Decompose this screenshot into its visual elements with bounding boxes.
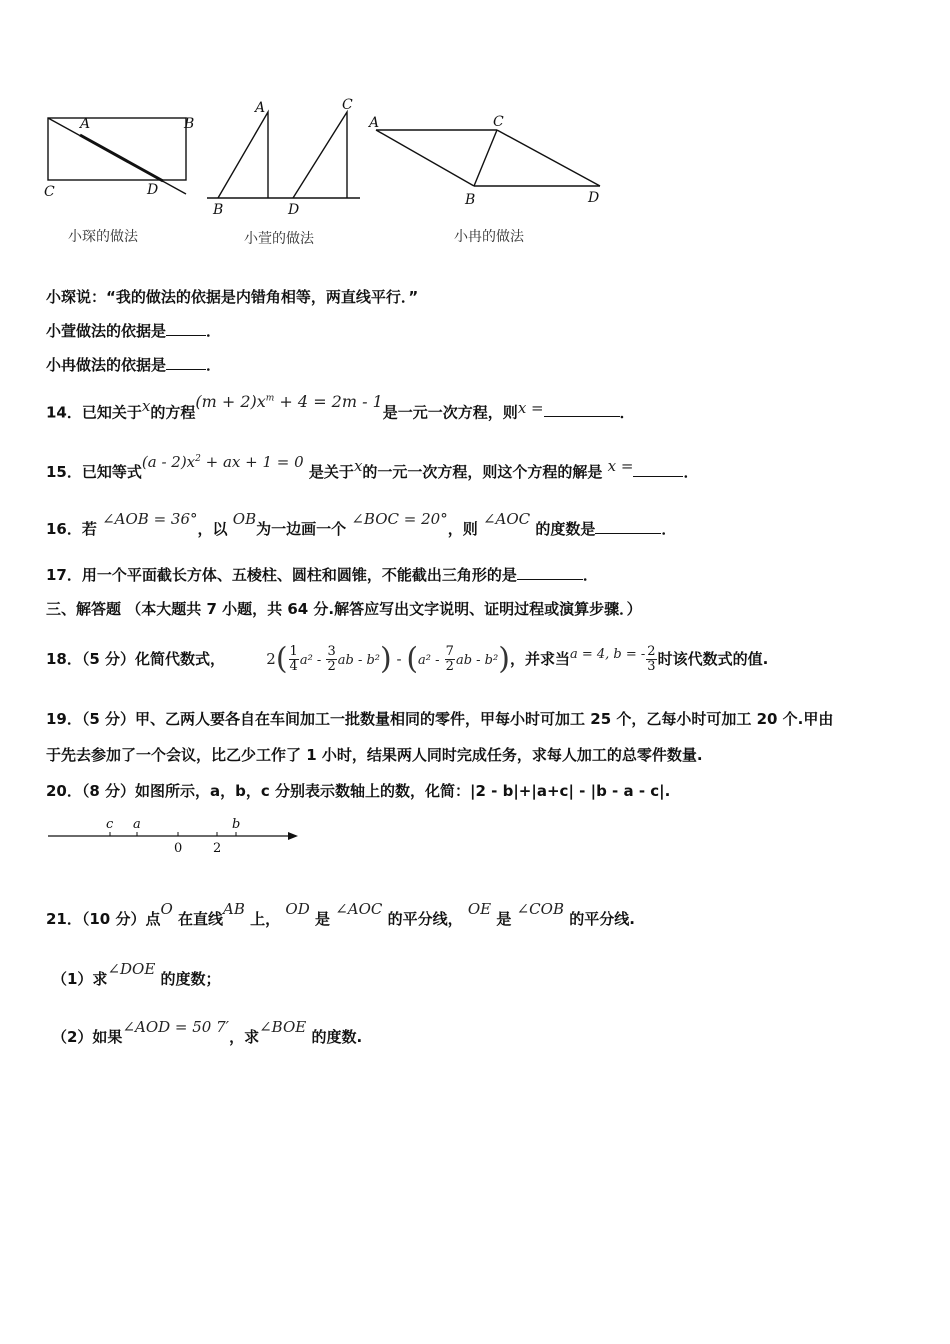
arrow-right-icon <box>288 832 298 840</box>
fig2-triangle-1 <box>218 112 268 198</box>
question-21-part2: （2）如果∠AOD = 50 7′，求∠BOE 的度数. <box>52 1018 363 1046</box>
fig3-line-ab <box>376 130 474 186</box>
fig3-line-cd <box>497 130 600 186</box>
fig1-diagonal-bold <box>80 135 163 181</box>
fig1-label-c: C <box>44 184 55 200</box>
fig1-label-d: D <box>147 182 159 198</box>
fig3-line-bc <box>474 130 497 186</box>
q13-line3: 小冉做法的依据是 ． <box>46 356 222 374</box>
q13-line1: 小琛说：“我的做法的依据是内错角相等，两直线平行．” <box>46 288 419 306</box>
number-line <box>40 810 310 860</box>
answer-blank[interactable] <box>166 321 206 336</box>
label-c: c <box>106 817 114 832</box>
fig1-label-a: A <box>80 116 91 132</box>
fig2-triangle-2 <box>293 112 347 198</box>
question-14: 14．已知关于x的方程$(m + 2)x^m + 4 = 2m - 1$是一元一次方程，则x = ． <box>46 392 635 422</box>
fig2-caption: 小萱的做法 <box>244 231 314 247</box>
fig1-caption: 小琛的做法 <box>68 229 138 245</box>
fig1-rectangle <box>48 118 186 180</box>
fig3-caption: 小冉的做法 <box>454 229 524 245</box>
fig3-label-b: B <box>465 192 476 208</box>
answer-blank[interactable] <box>166 355 206 370</box>
geometry-figures <box>0 0 950 260</box>
fig1-label-b: B <box>184 116 195 132</box>
answer-blank[interactable] <box>517 565 583 580</box>
question-18: 18．（5 分）化简代数式， 2( $\frac{1}{4}$ a² - $\frac{3}{2}$ ab - b²) - (a² - $\frac{7}{2}$ ab - b²)，并求当a = 4, b = - $\frac{2}{3}$ 时该代数式的值. <box>46 641 769 677</box>
question-21: 21．（10 分）点O 在直线AB 上， OD 是 ∠AOC 的平分线， OE 是 ∠COB 的平分线. <box>46 900 635 928</box>
question-19-line1: 19．（5 分）甲、乙两人要各自在车间加工一批数量相同的零件，甲每小时可加工 25 个，乙每小时可加工 20 个.甲由 <box>46 710 834 728</box>
question-17: 17．用一个平面截长方体、五棱柱、圆柱和圆锥，不能截出三角形的是 ． <box>46 566 598 584</box>
figure-1 <box>48 118 186 194</box>
label-a: a <box>133 817 141 832</box>
question-20: 20．（8 分）如图所示，a，b，c 分别表示数轴上的数，化简：|2 - b|+|a+c| - |b - a - c|. <box>46 782 671 800</box>
fig3-label-d: D <box>588 190 600 206</box>
figure-3 <box>376 130 600 186</box>
label-zero: 0 <box>174 841 183 856</box>
fig2-label-c: C <box>342 97 353 113</box>
figure-2 <box>207 112 360 198</box>
question-21-part1: （1）求∠DOE 的度数； <box>52 960 221 988</box>
answer-blank[interactable] <box>544 402 620 417</box>
fig2-label-a: A <box>255 100 266 116</box>
question-16: 16．若 ∠AOB = 36°，以 OB为一边画一个 ∠BOC = 20°，则 ∠AOC 的度数是 ． <box>46 510 677 538</box>
fig3-label-a: A <box>369 115 380 131</box>
answer-blank[interactable] <box>595 519 661 534</box>
section-3-heading: 三、解答题 （本大题共 7 小题，共 64 分.解答应写出文字说明、证明过程或演算步骤．） <box>46 600 642 618</box>
fig2-label-b: B <box>213 202 224 218</box>
answer-blank[interactable] <box>633 462 683 477</box>
question-15: 15．已知等式$(a - 2)x^2$ + ax + 1 = 0 是关于x的一元一次方程，则这个方程的解是 x = ． <box>46 453 699 481</box>
fig3-label-c: C <box>493 114 504 130</box>
label-b: b <box>232 817 241 832</box>
fig2-label-d: D <box>288 202 300 218</box>
q13-line2: 小萱做法的依据是 ． <box>46 322 222 340</box>
question-19-line2: 于先去参加了一个会议，比乙少工作了 1 小时，结果两人同时完成任务，求每人加工的总零件数量. <box>46 746 703 764</box>
label-two: 2 <box>213 841 222 856</box>
